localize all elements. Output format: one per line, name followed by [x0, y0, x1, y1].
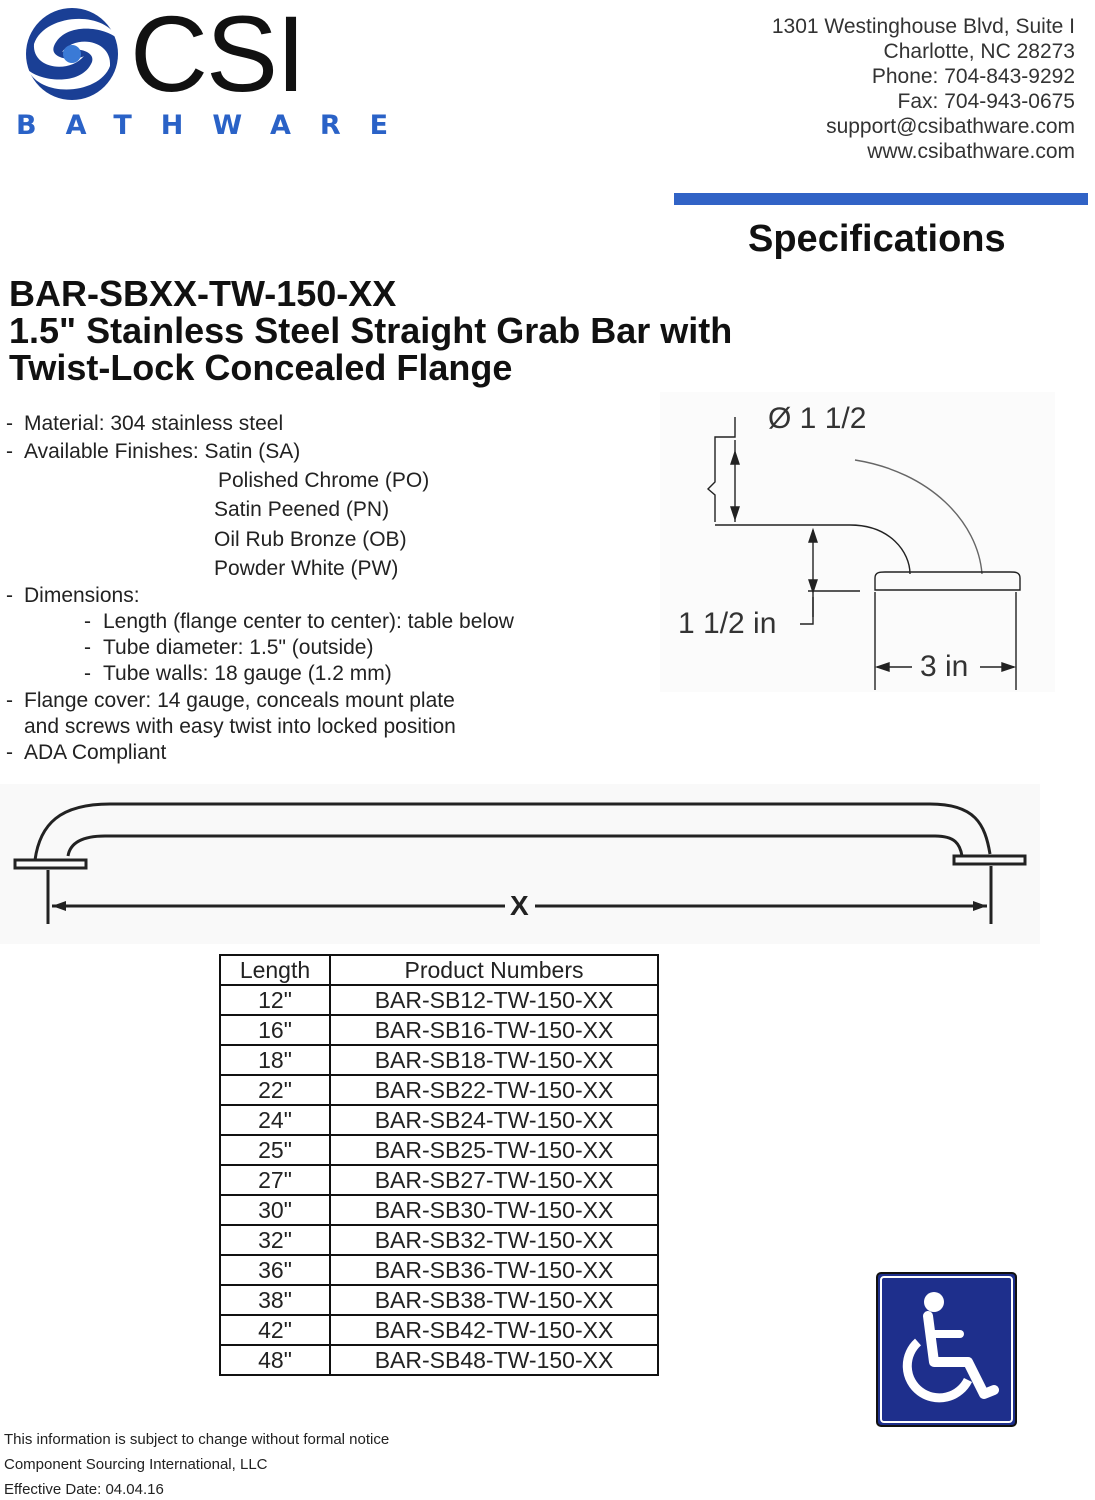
dimension-item: Tube walls: 18 gauge (1.2 mm) [103, 662, 392, 685]
product-number-cell: BAR-SB16-TW-150-XX [330, 1015, 658, 1045]
product-title-line2: Twist-Lock Concealed Flange [9, 347, 513, 388]
product-code: BAR-SBXX-TW-150-XX [9, 273, 397, 314]
length-cell: 48" [220, 1345, 330, 1375]
bullet-finishes-label: Available Finishes: Satin (SA) [24, 440, 301, 463]
product-title [9, 275, 732, 386]
product-number-cell: BAR-SB24-TW-150-XX [330, 1105, 658, 1135]
contact-fax: Fax: 704-943-0675 [897, 90, 1075, 113]
bullet-flange-line2: and screws with easy twist into locked position [24, 715, 456, 738]
length-cell: 24" [220, 1105, 330, 1135]
table-row [220, 1345, 658, 1375]
clearance-label: 1 1/2 in [678, 607, 777, 640]
table-row [220, 1015, 658, 1045]
finish-item: Satin Peened (PN) [214, 498, 390, 521]
diameter-label: Ø 1 1/2 [768, 402, 867, 435]
product-number-cell: BAR-SB42-TW-150-XX [330, 1315, 658, 1345]
length-x-label: X [510, 890, 529, 921]
bullet-ada: ADA Compliant [24, 741, 167, 764]
logo-subline: BATHWARE [16, 110, 418, 141]
contact-email: support@csibathware.com [826, 115, 1075, 138]
table-row [220, 1255, 658, 1285]
product-number-cell: BAR-SB30-TW-150-XX [330, 1195, 658, 1225]
header-divider [674, 193, 1088, 205]
bullet-flange-line1: Flange cover: 14 gauge, conceals mount plate [24, 689, 455, 712]
grab-bar-drawing [0, 784, 1040, 944]
contact-address-line2: Charlotte, NC 28273 [883, 40, 1075, 63]
product-title-line1: 1.5" Stainless Steel Straight Grab Bar with [9, 310, 733, 351]
product-length-table [219, 954, 659, 1376]
contact-website: www.csibathware.com [867, 140, 1075, 163]
csi-swirl-logo-icon [14, 4, 134, 104]
finish-item: Powder White (PW) [214, 557, 399, 580]
length-cell: 22" [220, 1075, 330, 1105]
wheelchair-icon [876, 1272, 1017, 1427]
sub-bullet-dash: - [84, 636, 91, 659]
dimension-item: Tube diameter: 1.5" (outside) [103, 636, 374, 659]
footer-notice: This information is subject to change without formal notice [4, 1431, 390, 1448]
specifications-heading: Specifications [748, 218, 1006, 260]
table-row [220, 1195, 658, 1225]
bullet-dash: - [6, 440, 13, 463]
contact-phone: Phone: 704-843-9292 [871, 65, 1075, 88]
finish-item: Oil Rub Bronze (OB) [214, 528, 407, 551]
length-cell: 18" [220, 1045, 330, 1075]
product-number-cell: BAR-SB25-TW-150-XX [330, 1135, 658, 1165]
table-row [220, 1225, 658, 1255]
ada-badge [876, 1272, 1017, 1427]
flange-detail-drawing [660, 392, 1055, 692]
length-cell: 27" [220, 1165, 330, 1195]
footer-company: Component Sourcing International, LLC [4, 1456, 268, 1473]
length-cell: 30" [220, 1195, 330, 1225]
finish-item: Polished Chrome (PO) [218, 469, 430, 492]
product-number-cell: BAR-SB32-TW-150-XX [330, 1225, 658, 1255]
logo-wordmark: CSI [130, 0, 305, 114]
table-row [220, 985, 658, 1015]
bullet-dimensions-label: Dimensions: [24, 584, 140, 607]
column-header-length: Length [220, 955, 330, 985]
bullet-dash: - [6, 741, 13, 764]
table-header-row [220, 955, 658, 985]
bullet-dash: - [6, 584, 13, 607]
length-cell: 16" [220, 1015, 330, 1045]
table-row [220, 1105, 658, 1135]
product-number-cell: BAR-SB38-TW-150-XX [330, 1285, 658, 1315]
table-row [220, 1165, 658, 1195]
product-number-cell: BAR-SB27-TW-150-XX [330, 1165, 658, 1195]
table-row [220, 1045, 658, 1075]
product-number-cell: BAR-SB18-TW-150-XX [330, 1045, 658, 1075]
product-number-cell: BAR-SB48-TW-150-XX [330, 1345, 658, 1375]
product-number-cell: BAR-SB12-TW-150-XX [330, 985, 658, 1015]
length-cell: 36" [220, 1255, 330, 1285]
length-cell: 25" [220, 1135, 330, 1165]
flange-width-label: 3 in [920, 650, 969, 683]
length-cell: 32" [220, 1225, 330, 1255]
contact-block [772, 14, 1075, 164]
bullet-dash: - [6, 412, 13, 435]
bullet-material: Material: 304 stainless steel [24, 412, 284, 435]
column-header-product-numbers: Product Numbers [330, 955, 658, 985]
length-cell: 38" [220, 1285, 330, 1315]
length-cell: 42" [220, 1315, 330, 1345]
table-row [220, 1135, 658, 1165]
length-cell: 12" [220, 985, 330, 1015]
product-number-cell: BAR-SB36-TW-150-XX [330, 1255, 658, 1285]
table-row [220, 1075, 658, 1105]
flange-detail-svg [660, 392, 1055, 692]
table-row [220, 1285, 658, 1315]
bullet-dash: - [6, 689, 13, 712]
contact-address-line1: 1301 Westinghouse Blvd, Suite I [771, 15, 1075, 38]
dimension-item: Length (flange center to center): table below [103, 610, 514, 633]
sub-bullet-dash: - [84, 610, 91, 633]
sub-bullet-dash: - [84, 662, 91, 685]
footer-effective-date: Effective Date: 04.04.16 [4, 1481, 164, 1498]
table-row [220, 1315, 658, 1345]
product-number-cell: BAR-SB22-TW-150-XX [330, 1075, 658, 1105]
